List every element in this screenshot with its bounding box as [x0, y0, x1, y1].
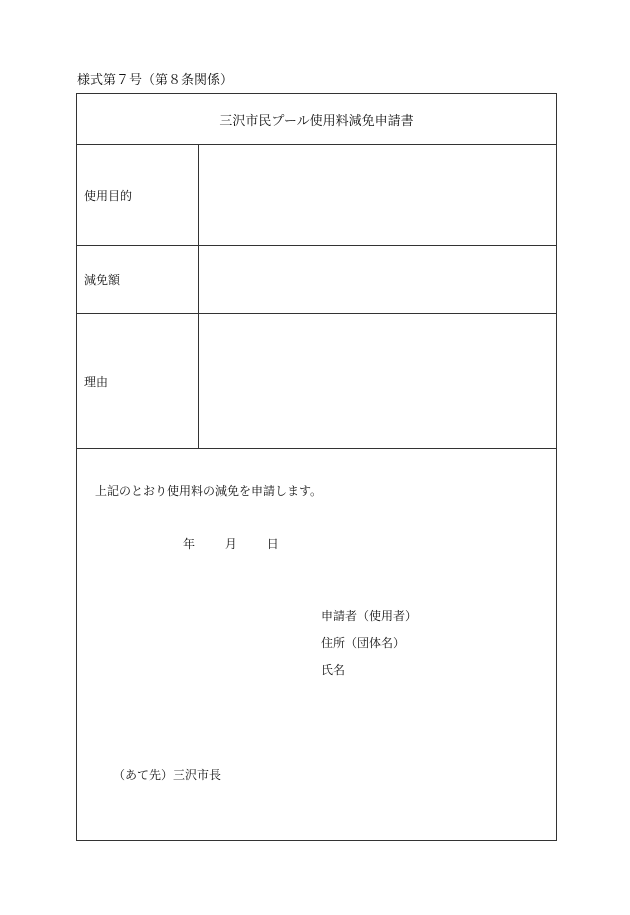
amount-field[interactable] — [200, 246, 556, 313]
purpose-field[interactable] — [200, 145, 556, 245]
reason-row — [77, 314, 556, 449]
date-day-label: 日 — [266, 537, 279, 551]
purpose-label: 使用目的 — [77, 145, 199, 245]
amount-label: 減免額 — [77, 246, 199, 313]
application-form — [76, 93, 557, 841]
application-statement: 上記のとおり使用料の減免を申請します。 — [95, 484, 323, 498]
reason-label: 理由 — [77, 314, 199, 448]
date-line — [183, 535, 279, 552]
amount-row — [77, 246, 556, 314]
applicant-address-label: 住所（団体名） — [321, 636, 406, 650]
addressee: （あて先）三沢市長 — [113, 768, 222, 782]
application-body — [77, 449, 556, 840]
date-year-label: 年 — [183, 537, 196, 551]
date-month-label: 月 — [224, 537, 237, 551]
applicant-block — [321, 607, 417, 688]
purpose-row — [77, 145, 556, 246]
reason-field[interactable] — [200, 314, 556, 448]
applicant-heading: 申請者（使用者） — [321, 609, 418, 623]
applicant-name-label: 氏名 — [321, 663, 346, 677]
form-number: 様式第７号（第８条関係） — [77, 73, 234, 88]
form-title: 三沢市民プール使用料減免申請書 — [77, 94, 556, 145]
